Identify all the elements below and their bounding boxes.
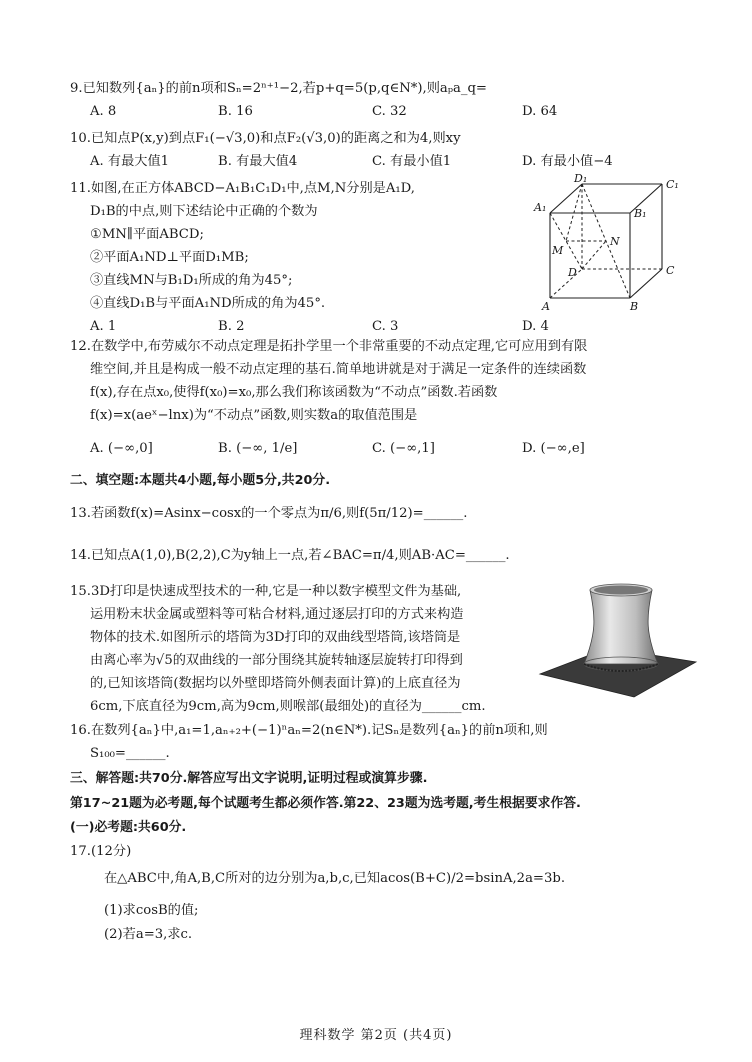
q15-line-1: 15.3D打印是快速成型技术的一种,它是一种以数字模型文件为基础, [70, 584, 462, 599]
q17-part-1: (1)求cosB的值; [104, 903, 199, 918]
q17-head: 17.(12分) [70, 844, 132, 859]
q12-line-4: f(x)=x(aeˣ−lnx)为“不动点”函数,则实数a的取值范围是 [90, 408, 418, 423]
q12-option-d: D. (−∞,e] [522, 441, 585, 456]
q12-option-b: B. (−∞, 1/e] [218, 441, 298, 456]
q9-option-c: C. 32 [372, 104, 407, 119]
q11-option-c: C. 3 [372, 319, 399, 334]
q9-option-d: D. 64 [522, 104, 558, 119]
q10-stem: 10.已知点P(x,y)到点F₁(−√3,0)和点F₂(√3,0)的距离之和为4,则xy [70, 131, 461, 146]
q11-statement-3: ③直线MN与B₁D₁所成的角为45°; [90, 273, 293, 288]
cube-figure [530, 170, 690, 315]
q12-option-c: C. (−∞,1] [372, 441, 435, 456]
q12-line-3: f(x),存在点x₀,使得f(x₀)=x₀,那么我们称该函数为“不动点”函数.若函数 [90, 385, 498, 400]
label-c1: C₁ [666, 178, 679, 191]
label-d1: D₁ [574, 172, 588, 185]
q11-option-d: D. 4 [522, 319, 549, 334]
q17-part-2: (2)若a=3,求c. [104, 927, 193, 942]
q11-option-a: A. 1 [90, 319, 117, 334]
q9-option-a: A. 8 [90, 104, 117, 119]
q11-option-b: B. 2 [218, 319, 245, 334]
q10-option-c: C. 有最小值1 [372, 154, 452, 169]
q15-line-6: 6cm,下底直径为9cm,高为9cm,则喉部(最细处)的直径为______cm. [90, 699, 486, 714]
q11-statement-4: ④直线D₁B与平面A₁ND所成的角为45°. [90, 296, 326, 311]
label-m: M [552, 244, 564, 257]
section-3a-heading: (一)必考题:共60分. [70, 820, 187, 835]
section-3-heading: 三、解答题:共70分.解答应写出文字说明,证明过程或演算步骤. [70, 771, 428, 786]
q10-option-b: B. 有最大值4 [218, 154, 298, 169]
q17-stem: 在△ABC中,角A,B,C所对的边分别为a,b,c,已知acos(B+C)/2=bsinA,2a=3b. [104, 871, 566, 886]
label-a1: A₁ [534, 201, 547, 214]
q16-line-2: S₁₀₀=______. [90, 746, 170, 761]
label-b: B [630, 300, 639, 313]
q12-line-2: 维空间,并且是构成一般不动点定理的基石.简单地讲就是对于满足一定条件的连续函数 [90, 362, 587, 377]
q15-line-3: 物体的技术.如图所示的塔筒为3D打印的双曲线型塔筒,该塔筒是 [90, 630, 461, 645]
label-a: A [542, 300, 550, 313]
section-2-heading: 二、填空题:本题共4小题,每小题5分,共20分. [70, 473, 331, 488]
q15-line-2: 运用粉末状金属或塑料等可粘合材料,通过逐层打印的方式来构造 [90, 607, 464, 622]
q12-option-a: A. (−∞,0] [90, 441, 153, 456]
q10-option-a: A. 有最大值1 [90, 154, 170, 169]
q11-statement-2: ②平面A₁ND⊥平面D₁MB; [90, 250, 249, 265]
q9-stem: 9.已知数列{aₙ}的前n项和Sₙ=2ⁿ⁺¹−2,若p+q=5(p,q∈N*),则aₚa_q= [70, 81, 487, 96]
q11-statement-1: ①MN∥平面ABCD; [90, 227, 204, 242]
q12-line-1: 12.在数学中,布劳威尔不动点定理是拓扑学里一个非常重要的不动点定理,它可应用到有限 [70, 339, 588, 354]
label-b1: B₁ [634, 207, 647, 220]
section-3-note: 第17~21题为必考题,每个试题考生都必须作答.第22、23题为选考题,考生根据要求作答. [70, 796, 581, 811]
label-c: C [666, 264, 675, 277]
q15-line-5: 的,已知该塔筒(数据均以外壁即塔筒外侧表面计算)的上底直径为 [90, 676, 461, 691]
page-footer: 理科数学 第2页 (共4页) [299, 1028, 453, 1043]
label-n: N [610, 235, 620, 248]
tower-figure [538, 578, 698, 698]
q11-line-1: 11.如图,在正方体ABCD−A₁B₁C₁D₁中,点M,N分别是A₁D, [70, 181, 415, 196]
label-d: D [568, 266, 577, 279]
q15-line-4: 由离心率为√5的双曲线的一部分围绕其旋转轴逐层旋转打印得到 [90, 653, 463, 668]
q9-option-b: B. 16 [218, 104, 253, 119]
q16-line-1: 16.在数列{aₙ}中,a₁=1,aₙ₊₂+(−1)ⁿaₙ=2(n∈N*).记Sₙ是数列{aₙ}的前n项和,则 [70, 723, 548, 738]
q13-stem: 13.若函数f(x)=Asinx−cosx的一个零点为π/6,则f(5π/12)=______. [70, 506, 468, 521]
q11-line-2: D₁B的中点,则下述结论中正确的个数为 [90, 204, 318, 219]
q14-stem: 14.已知点A(1,0),B(2,2),C为y轴上一点,若∠BAC=π/4,则AB·AC=______. [70, 548, 510, 563]
q10-option-d: D. 有最小值−4 [522, 154, 613, 169]
